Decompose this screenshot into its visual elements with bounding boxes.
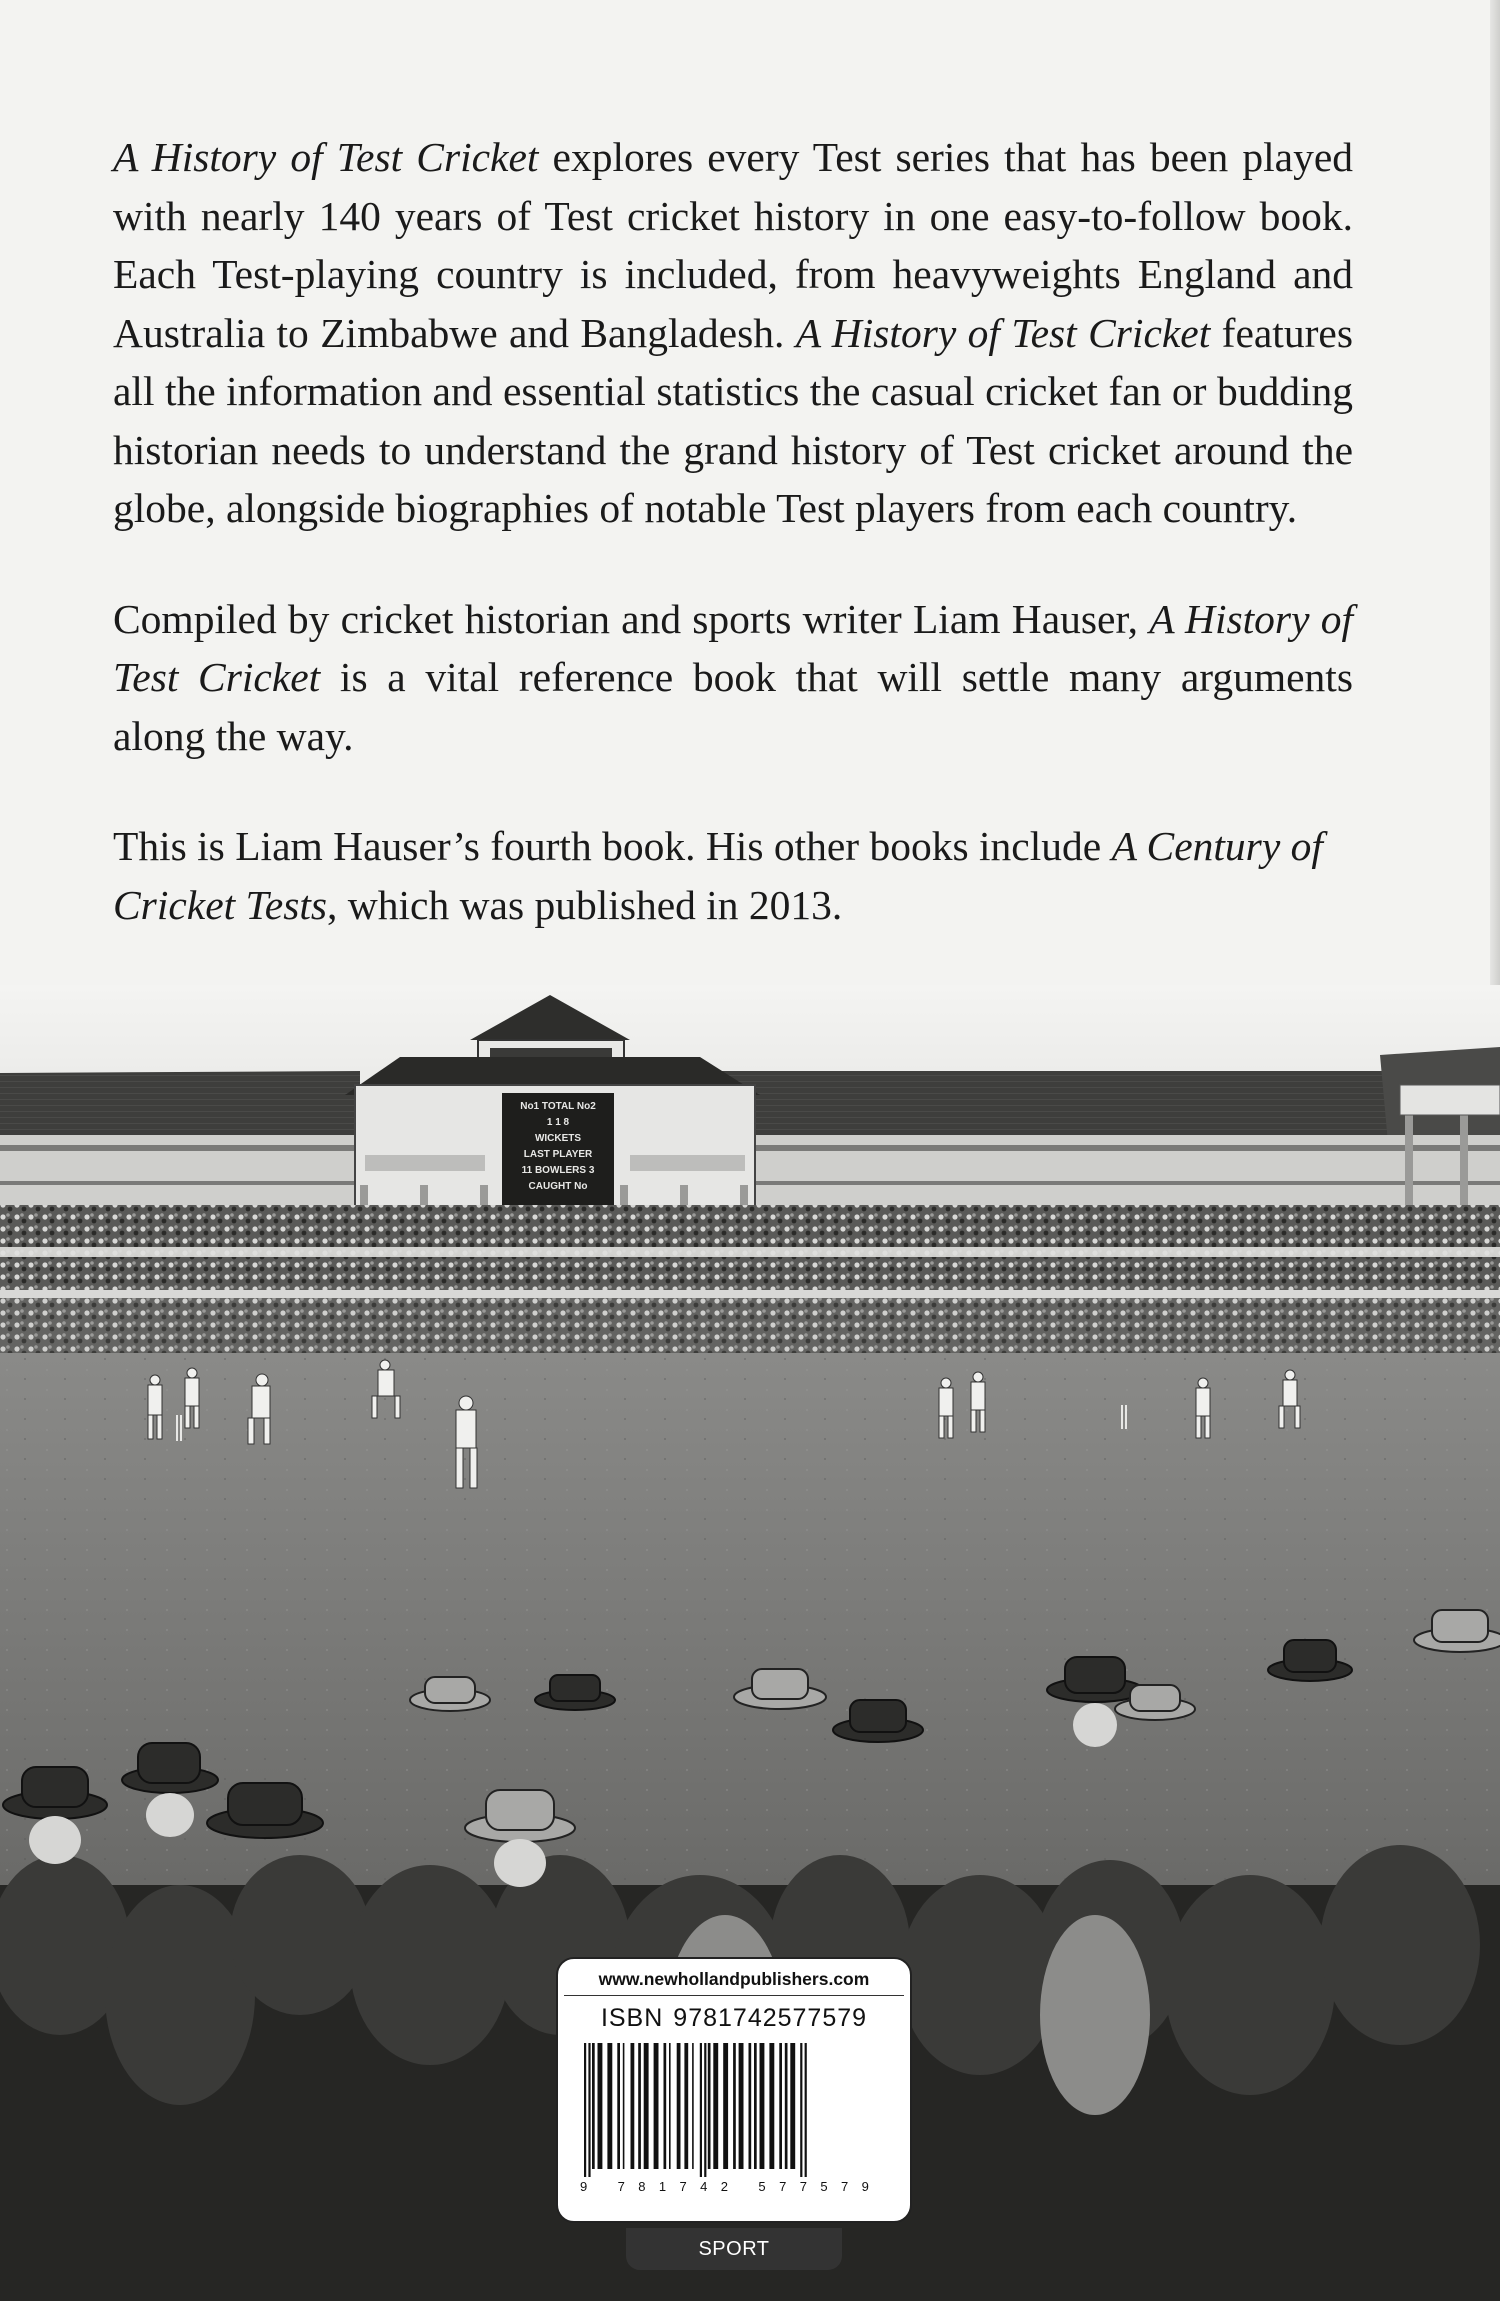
blurb-text bbox=[113, 128, 1353, 986]
scoreboard-row: 11 BOWLERS 3 bbox=[521, 1165, 595, 1176]
scoreboard-row: LAST PLAYER bbox=[523, 1149, 593, 1160]
barcode-digits: 9 781742 577579 bbox=[580, 2179, 883, 2194]
barcode-panel bbox=[556, 1957, 912, 2223]
other-book-title: A Century of Cricket Tests bbox=[113, 823, 1323, 928]
book-title: A History of Test Cricket bbox=[795, 309, 1211, 356]
isbn-line bbox=[558, 2004, 910, 2033]
scoreboard-row: No1 TOTAL No2 bbox=[520, 1101, 596, 1112]
blurb-paragraph-1: A History of Test Cricket explores every Test series that has been played with nearly 140 years of Test cricket history in one easy-to-follow book. Each Test-playing country is included, from heavyweights England and Australia to Zimbabwe and Bangladesh. A History of Test Cricket features all the information and essential statistics the casual cricket fan or budding historian needs to understand the grand history of Test cricket around the globe, alongside biographies of notable Test players from each country. bbox=[113, 134, 1353, 531]
barcode-bars bbox=[578, 2043, 894, 2177]
scoreboard-row: WICKETS bbox=[534, 1133, 582, 1144]
category-label: SPORT bbox=[626, 2228, 842, 2270]
blurb-paragraph-2: Compiled by cricket historian and sports writer Liam Hauser, A History of Test Cricket is a vital reference book that will settle many arguments along the way. bbox=[113, 595, 1353, 759]
book-title: A History of Test Cricket bbox=[113, 134, 539, 180]
scoreboard-row: CAUGHT No bbox=[528, 1181, 588, 1192]
blurb-paragraph-3: This is Liam Hauser’s fourth book. His other books include A Century of Cricket Tests, which was published in 2013. bbox=[113, 823, 1323, 928]
publisher-url: www.newhollandpublishers.com bbox=[564, 1959, 904, 1996]
isbn-number: 9781742577579 bbox=[673, 2004, 868, 2032]
isbn-label: ISBN bbox=[600, 2004, 664, 2032]
book-title: A History of Test Cricket bbox=[113, 595, 1353, 700]
scoreboard-row: 1 1 8 bbox=[546, 1117, 570, 1128]
